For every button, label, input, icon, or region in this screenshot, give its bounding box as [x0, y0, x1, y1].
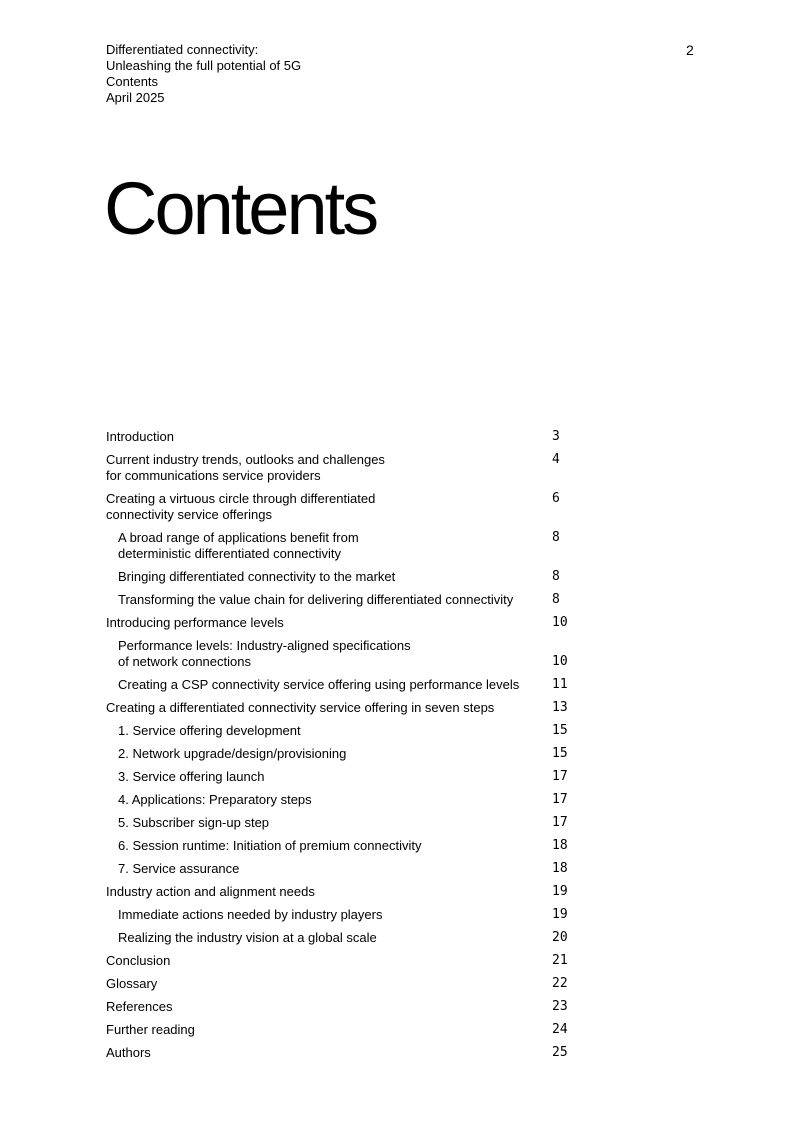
toc-entry-page-number: 25 — [552, 1045, 568, 1060]
header-line-section: Contents — [106, 74, 159, 89]
toc-entry[interactable] — [106, 792, 576, 815]
toc-entry-label: 6. Session runtime: Initiation of premium connectivity — [118, 838, 422, 853]
toc-entry-page-number: 17 — [552, 769, 568, 784]
toc-entry-page-number: 8 — [552, 569, 560, 584]
document-header — [106, 42, 301, 106]
toc-entry[interactable] — [106, 907, 576, 930]
toc-entry-label: A broad range of applications benefit from deterministic differentiated connectivity — [118, 530, 359, 561]
toc-entry-label: Creating a differentiated connectivity service offering in seven steps — [106, 700, 495, 715]
toc-entry-page-number: 22 — [552, 976, 568, 991]
toc-entry-page-number: 6 — [552, 491, 560, 506]
toc-entry[interactable] — [106, 1022, 576, 1045]
toc-entry-page-number: 4 — [552, 452, 560, 467]
toc-entry-label: Realizing the industry vision at a global scale — [118, 930, 377, 945]
toc-entry-page-number: 18 — [552, 861, 568, 876]
toc-entry-page-number: 19 — [552, 884, 568, 899]
toc-entry-label: Immediate actions needed by industry players — [118, 907, 383, 922]
toc-entry-page-number: 19 — [552, 907, 568, 922]
toc-entry-page-number: 11 — [552, 677, 568, 692]
toc-entry-label: Industry action and alignment needs — [106, 884, 315, 899]
toc-entry[interactable] — [106, 700, 576, 723]
toc-entry-page-number: 15 — [552, 746, 568, 761]
toc-entry-label: Creating a CSP connectivity service offering using performance levels — [118, 677, 520, 692]
toc-entry-page-number: 3 — [552, 429, 560, 444]
toc-entry-label: 3. Service offering launch — [118, 769, 265, 784]
toc-entry-page-number: 17 — [552, 792, 568, 807]
toc-entry[interactable] — [106, 677, 576, 700]
toc-entry-page-number: 10 — [552, 654, 568, 669]
toc-entry-label: Introducing performance levels — [106, 615, 284, 630]
toc-entry-label: 4. Applications: Preparatory steps — [118, 792, 312, 807]
toc-entry[interactable] — [106, 838, 576, 861]
toc-entry[interactable] — [106, 999, 576, 1022]
header-line-title: Differentiated connectivity: — [106, 42, 259, 57]
toc-entry-page-number: 24 — [552, 1022, 568, 1037]
toc-entry-label: Authors — [106, 1045, 151, 1060]
toc-entry[interactable] — [106, 723, 576, 746]
toc-entry-label: Current industry trends, outlooks and challenges for communications service providers — [106, 452, 385, 483]
toc-entry-label: Performance levels: Industry-aligned specifications of network connections — [118, 638, 411, 669]
toc-entry[interactable] — [106, 592, 576, 615]
toc-entry[interactable] — [106, 953, 576, 976]
toc-entry[interactable] — [106, 491, 576, 530]
page-number: 2 — [686, 42, 694, 58]
toc-entry-label: Creating a virtuous circle through differentiated connectivity service offerings — [106, 491, 376, 522]
toc-entry[interactable] — [106, 615, 576, 638]
toc-entry-label: 1. Service offering development — [118, 723, 301, 738]
toc-entry-label: Glossary — [106, 976, 158, 991]
toc-entry-page-number: 15 — [552, 723, 568, 738]
toc-entry-page-number: 23 — [552, 999, 568, 1014]
toc-entry[interactable] — [106, 746, 576, 769]
toc-entry[interactable] — [106, 976, 576, 999]
toc-entry-label: References — [106, 999, 173, 1014]
toc-entry-label: Conclusion — [106, 953, 171, 968]
toc-entry[interactable] — [106, 930, 576, 953]
toc-entry-page-number: 13 — [552, 700, 568, 715]
toc-entry-label: Introduction — [106, 429, 174, 444]
toc-entry-page-number: 18 — [552, 838, 568, 853]
toc-entry-page-number: 8 — [552, 592, 560, 607]
toc-entry[interactable] — [106, 530, 576, 569]
table-of-contents — [106, 429, 576, 1068]
toc-entry[interactable] — [106, 569, 576, 592]
toc-entry[interactable] — [106, 769, 576, 792]
header-line-date: April 2025 — [106, 90, 165, 105]
toc-entry-label: 7. Service assurance — [118, 861, 240, 876]
toc-entry-page-number: 17 — [552, 815, 568, 830]
toc-entry-page-number: 8 — [552, 530, 560, 545]
toc-entry-label: Further reading — [106, 1022, 195, 1037]
toc-entry-page-number: 20 — [552, 930, 568, 945]
toc-entry-label: 5. Subscriber sign-up step — [118, 815, 270, 830]
toc-entry[interactable] — [106, 815, 576, 838]
toc-entry[interactable] — [106, 429, 576, 452]
toc-entry[interactable] — [106, 452, 576, 491]
toc-entry-page-number: 21 — [552, 953, 568, 968]
toc-entry[interactable] — [106, 638, 576, 677]
header-line-subtitle: Unleashing the full potential of 5G — [106, 58, 302, 73]
toc-entry-page-number: 10 — [552, 615, 568, 630]
page-title: Contents — [104, 167, 377, 250]
toc-entry[interactable] — [106, 1045, 576, 1068]
toc-entry-label: Bringing differentiated connectivity to the market — [118, 569, 396, 584]
toc-entry[interactable] — [106, 884, 576, 907]
toc-entry-label: Transforming the value chain for delivering differentiated connectivity — [118, 592, 514, 607]
toc-entry-label: 2. Network upgrade/design/provisioning — [118, 746, 347, 761]
toc-entry[interactable] — [106, 861, 576, 884]
